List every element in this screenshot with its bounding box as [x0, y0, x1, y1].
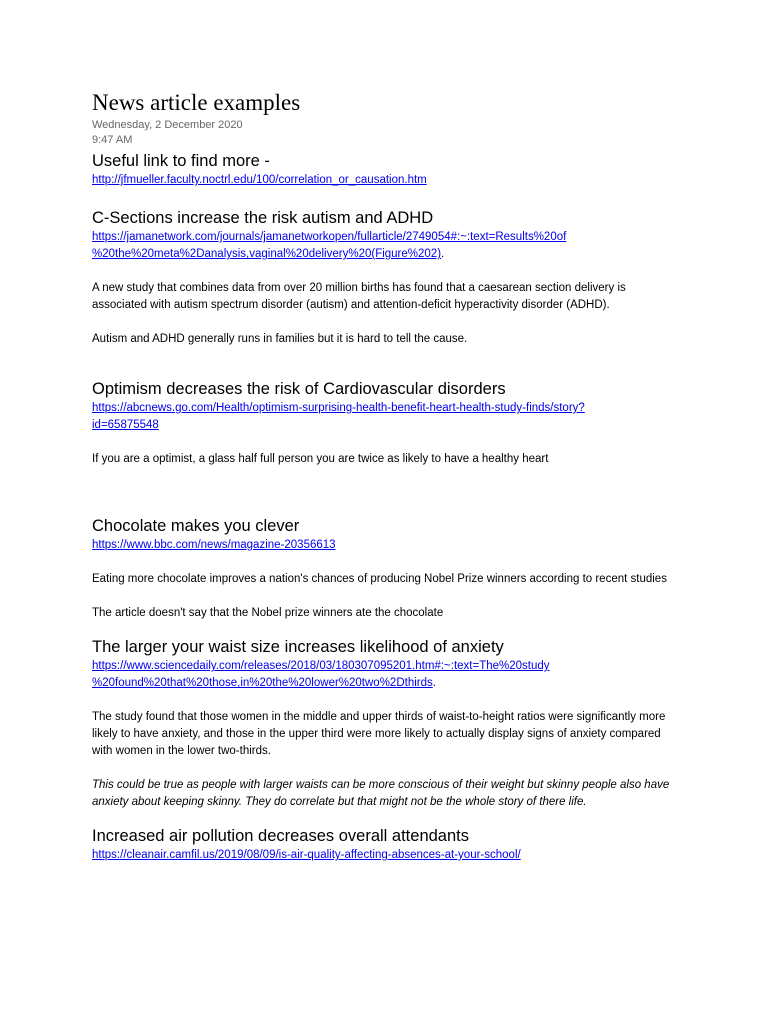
paragraph: The study found that those women in the middle and upper thirds of waist-to-height ratios were significantly more likely to have anxiety, and those in the upper third were more likely to actually display signs of anxiety compared with women in the lower two-thirds. — [92, 711, 666, 757]
document-page — [92, 88, 682, 864]
section-heading: The larger your waist size increases likelihood of anxiety — [92, 638, 504, 656]
link-line-1: https://jamanetwork.com/journals/jamanetworkopen/fullarticle/2749054#:~:text=Results%20of — [92, 231, 567, 243]
camfil-link[interactable]: https://cleanair.camfil.us/2019/08/09/is-air-quality-affecting-absences-at-your-school/ — [92, 849, 521, 861]
section-heading: Optimism decreases the risk of Cardiovascular disorders — [92, 380, 506, 398]
section-heading: Increased air pollution decreases overall attendants — [92, 827, 469, 845]
link-line-2: %20found%20that%20those,in%20the%20lower%20two%2Dthirds — [92, 677, 433, 689]
link-suffix: . — [432, 677, 436, 689]
paragraph: A new study that combines data from over 20 million births has found that a caesarean section delivery is associated with autism spectrum disorder (autism) and attention-deficit hyperactivity disorder (ADHD). — [92, 282, 626, 311]
page-time: 9:47 AM — [92, 134, 133, 146]
link-block — [92, 400, 682, 434]
section-air-pollution — [92, 825, 682, 864]
link-block — [92, 658, 682, 692]
section-heading: Useful link to find more - — [92, 152, 270, 170]
section-useful-link — [92, 150, 682, 189]
section-heading: Chocolate makes you clever — [92, 517, 300, 535]
paragraph: The article doesn't say that the Nobel prize winners ate the chocolate — [92, 607, 444, 619]
link-line-1: https://abcnews.go.com/Health/optimism-surprising-health-benefit-heart-health-study-finds/story? — [92, 402, 585, 414]
link-block — [92, 229, 682, 263]
link-suffix: . — [441, 248, 445, 260]
section-waist-size — [92, 636, 682, 811]
page-date: Wednesday, 2 December 2020 — [92, 119, 243, 131]
paragraph: If you are a optimist, a glass half full person you are twice as likely to have a healthy heart — [92, 453, 549, 465]
paragraph: Autism and ADHD generally runs in families but it is hard to tell the cause. — [92, 333, 468, 345]
italic-paragraph: This could be true as people with larger waists can be more conscious of their weight but skinny people also have anxiety about keeping skinny. They do correlate but that might not be the whole story of there life. — [92, 779, 670, 808]
jamanetwork-link[interactable] — [92, 231, 566, 260]
page-title: News article examples — [92, 90, 301, 115]
link-line-2: id=65875548 — [92, 419, 159, 431]
section-heading: C-Sections increase the risk autism and ADHD — [92, 209, 434, 227]
section-optimism — [92, 378, 682, 468]
correlation-causation-link[interactable]: http://jfmueller.faculty.noctrl.edu/100/correlation_or_causation.htm — [92, 174, 427, 186]
sciencedaily-link[interactable] — [92, 660, 550, 689]
section-chocolate — [92, 515, 682, 622]
bbc-link[interactable]: https://www.bbc.com/news/magazine-20356613 — [92, 539, 336, 551]
paragraph: Eating more chocolate improves a nation's chances of producing Nobel Prize winners according to recent studies — [92, 573, 667, 585]
section-c-sections — [92, 207, 682, 348]
abcnews-link[interactable] — [92, 402, 585, 431]
link-line-2: %20the%20meta%2Danalysis,vaginal%20delivery%20(Figure%202) — [92, 248, 442, 260]
link-line-1: https://www.sciencedaily.com/releases/2018/03/180307095201.htm#:~:text=The%20study — [92, 660, 550, 672]
